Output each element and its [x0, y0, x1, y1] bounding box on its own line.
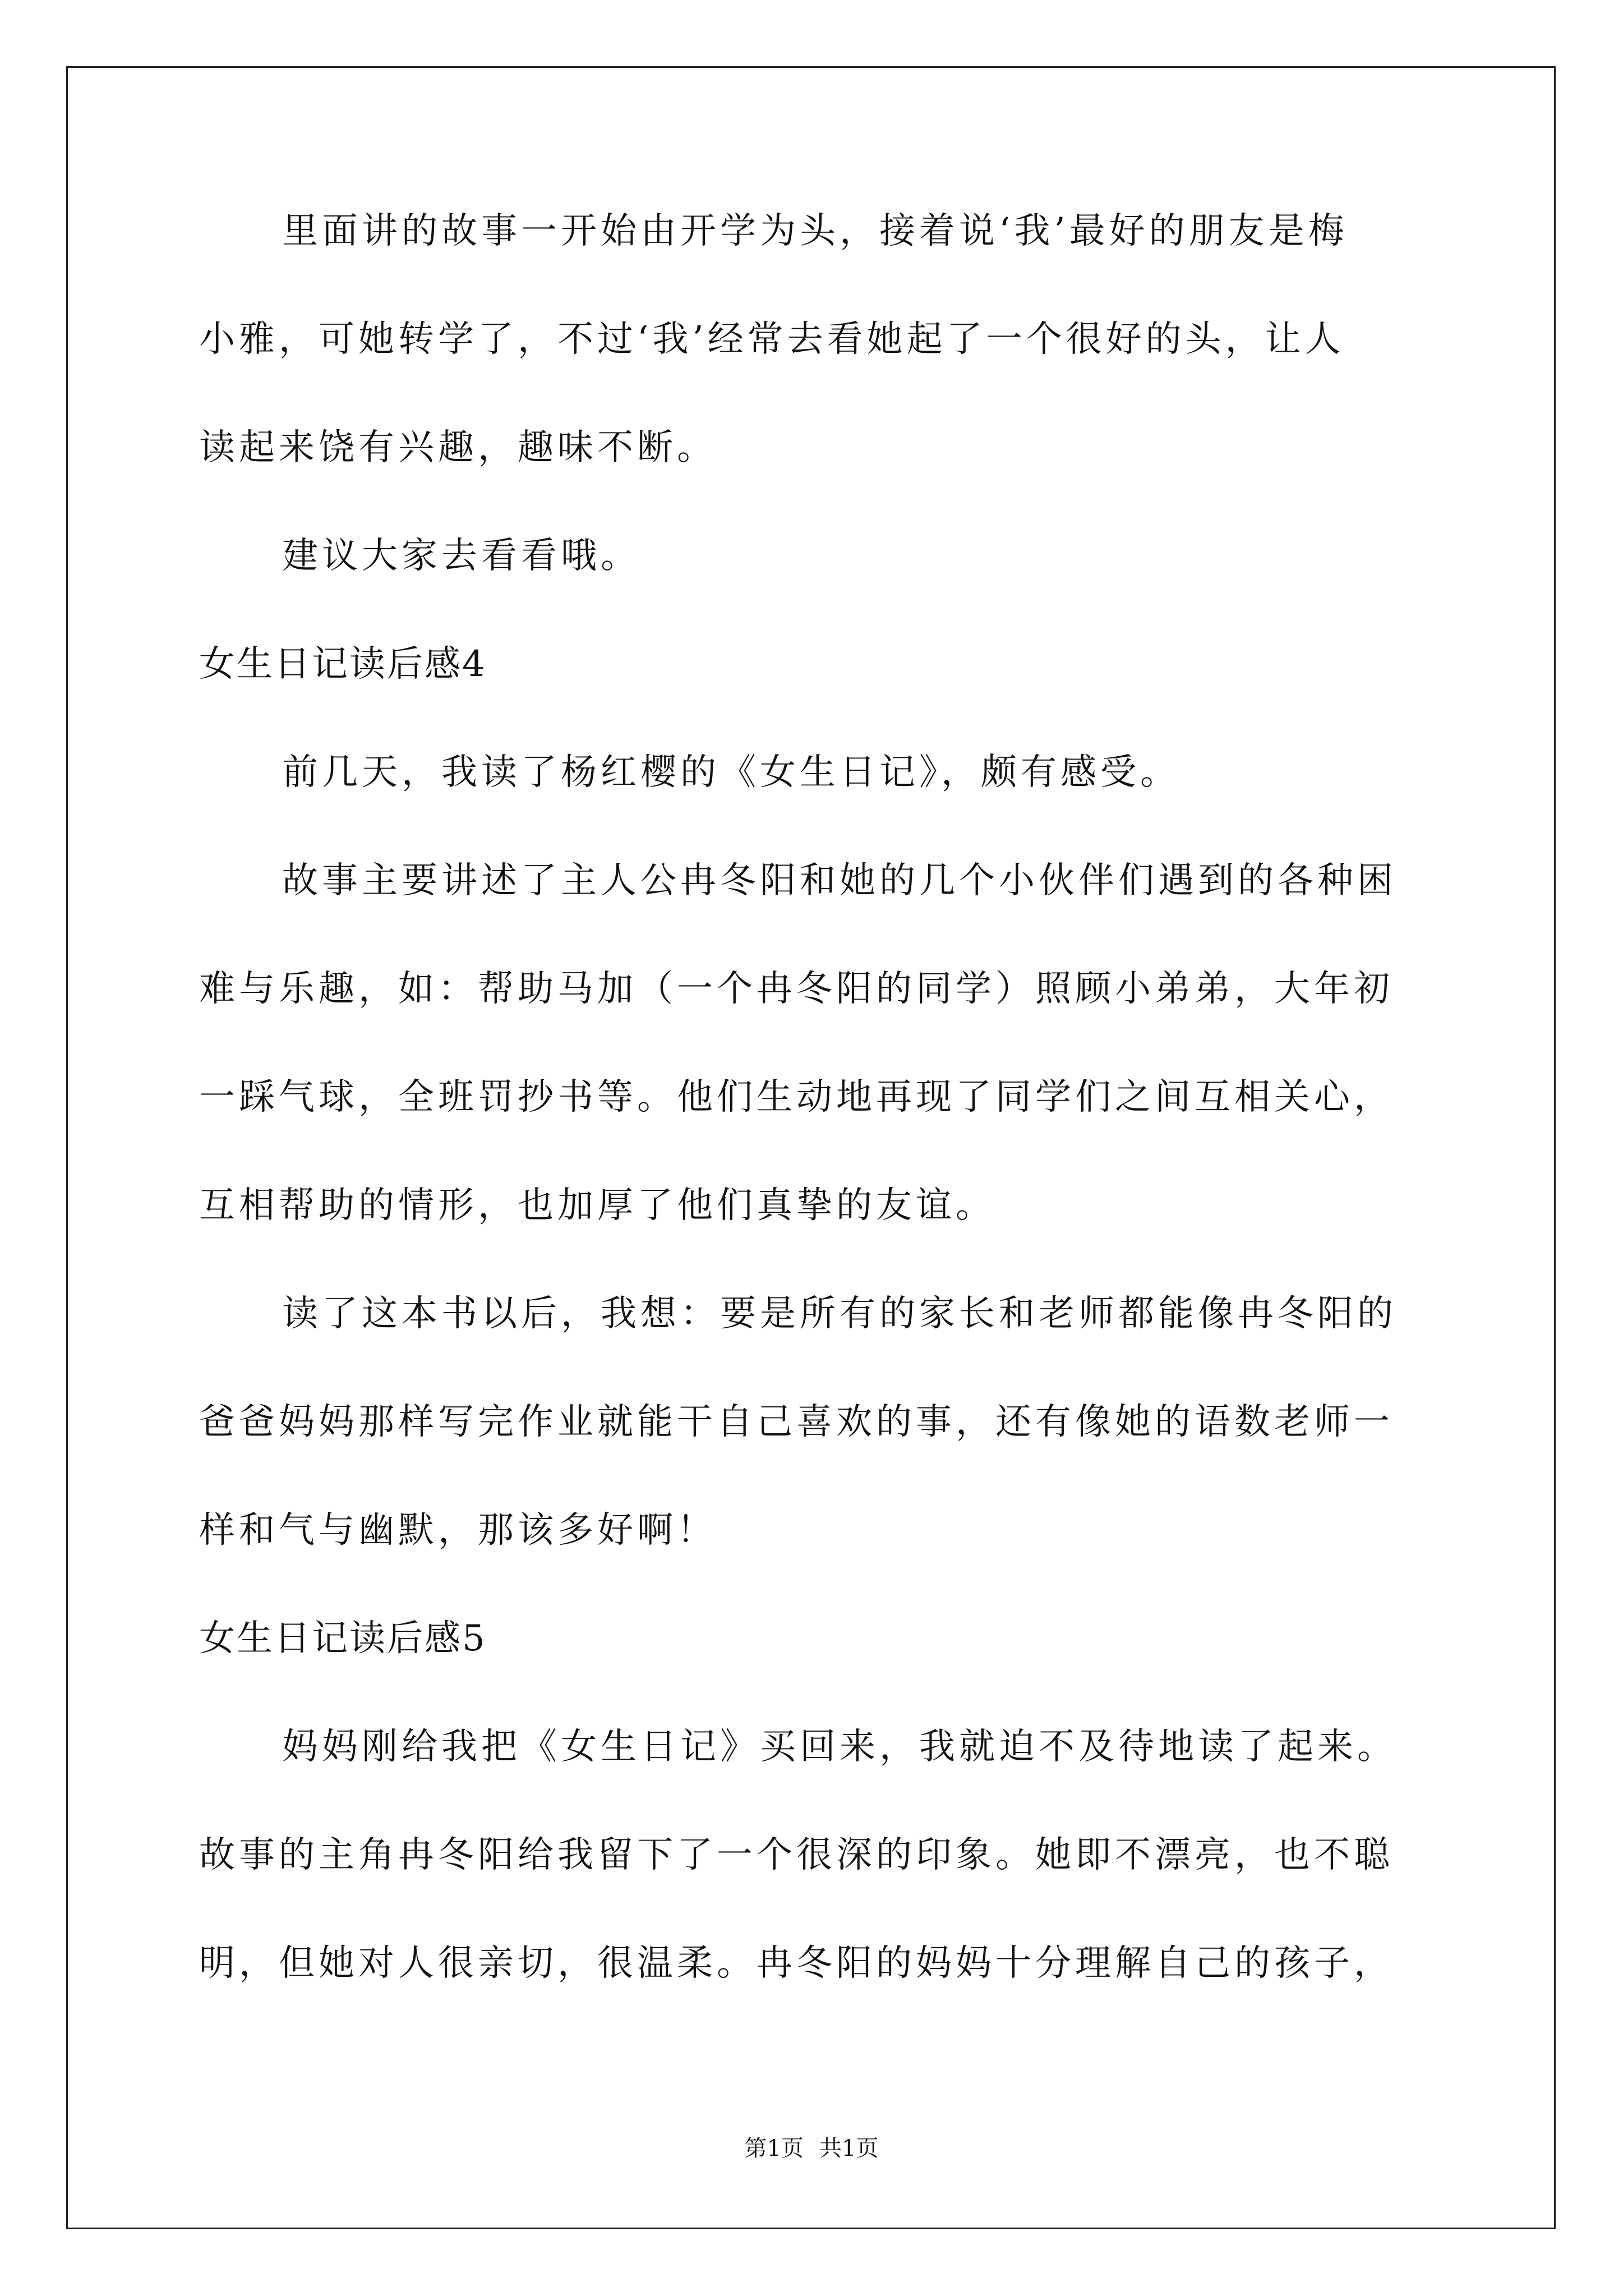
- paragraph-line: 妈妈刚给我把《女生日记》买回来，我就迫不及待地读了起来。: [282, 1726, 1397, 1768]
- paragraph-line: 里面讲的故事一开始由开学为头，接着说‘我’最好的朋友是梅: [282, 210, 1348, 252]
- page-number-current: 第1页: [744, 2136, 804, 2161]
- paragraph-line: 样和气与幽默，那该多好啊！: [199, 1510, 717, 1551]
- paragraph-line: 难与乐趣，如：帮助马加（一个冉冬阳的同学）照顾小弟弟，大年初: [199, 968, 1394, 1010]
- paragraph-line: 故事主要讲述了主人公冉冬阳和她的几个小伙伴们遇到的各种困: [282, 860, 1397, 901]
- paragraph-line: 爸爸妈妈那样写完作业就能干自己喜欢的事，还有像她的语数老师一: [199, 1401, 1394, 1443]
- paragraph-line: 一踩气球，全班罚抄书等。他们生动地再现了同学们之间互相关心，: [199, 1076, 1394, 1118]
- paragraph-line: 小雅，可她转学了，不过‘我’经常去看她起了一个很好的头，让人: [199, 319, 1345, 360]
- paragraph-line: 读了这本书以后，我想：要是所有的家长和老师都能像冉冬阳的: [282, 1293, 1397, 1335]
- page-footer: [0, 2137, 1623, 2160]
- paragraph-line: 明，但她对人很亲切，很温柔。冉冬阳的妈妈十分理解自己的孩子，: [199, 1943, 1394, 1984]
- paragraph-line: 故事的主角冉冬阳给我留下了一个很深的印象。她即不漂亮，也不聪: [199, 1834, 1394, 1876]
- paragraph-line: 前几天，我读了杨红樱的《女生日记》，颇有感受。: [282, 752, 1180, 793]
- section-heading: 女生日记读后感4: [199, 643, 487, 685]
- section-heading: 女生日记读后感5: [199, 1618, 487, 1659]
- page-number-total: 共1页: [819, 2136, 879, 2161]
- paragraph-line: 读起来饶有兴趣，趣味不断。: [199, 427, 717, 468]
- paragraph-line: 互相帮助的情形，也加厚了他们真挚的友谊。: [199, 1185, 995, 1226]
- page-border: [66, 66, 1556, 2229]
- paragraph-line: 建议大家去看看哦。: [282, 535, 640, 577]
